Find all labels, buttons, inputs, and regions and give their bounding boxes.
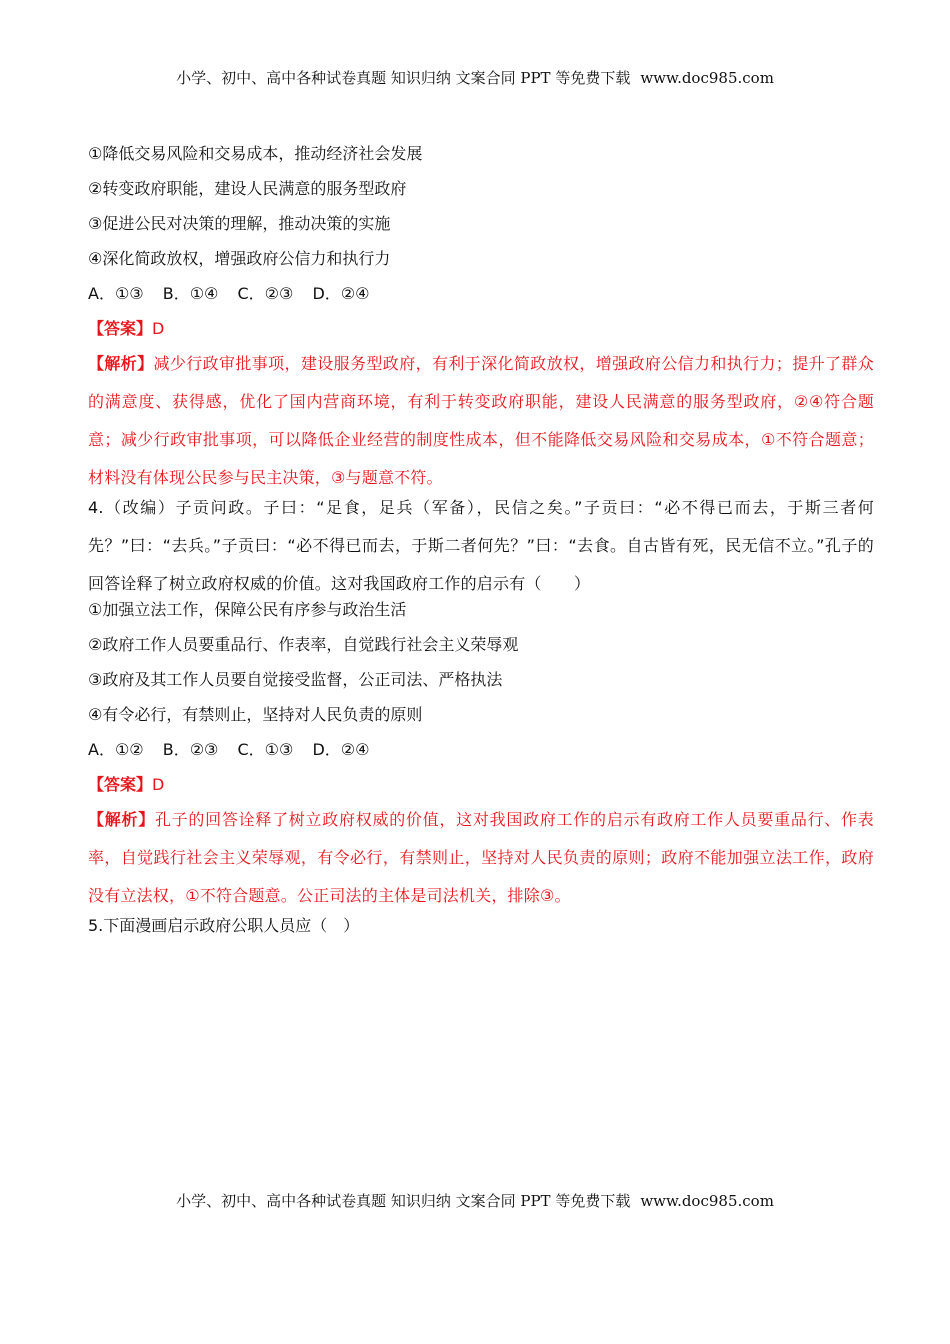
q4-analysis-text: 孔子的回答诠释了树立政府权威的价值，这对我国政府工作的启示有政府工作人员要重品行、作表率，自觉践行社会主义荣辱观，有令必行，有禁则止，坚持对人民负责的原则；政府不能加强立法工作，政府没有立法权，①不符合题意。公正司法的主体是司法机关，排除③。 — [88, 810, 874, 905]
q4-options — [88, 739, 874, 774]
q4-option-d: D．②④ — [312, 740, 370, 759]
q4-item-2: ②政府工作人员要重品行、作表率，自觉践行社会主义荣辱观 — [88, 635, 519, 654]
q3-analysis — [88, 345, 874, 497]
q4-analysis-tag: 【解析】 — [88, 810, 155, 829]
q3-option-c: C．②③ — [237, 284, 294, 303]
q4-answer-value: D — [152, 775, 165, 794]
q4-analysis — [88, 801, 874, 915]
header-text: 小学、初中、高中各种试卷真题 知识归纳 文案合同 PPT 等免费下载 — [176, 69, 631, 87]
q4-item-4: ④有令必行，有禁则止，坚持对人民负责的原则 — [88, 705, 423, 724]
q3-option-d: D．②④ — [312, 284, 370, 303]
q3-analysis-text: 减少行政审批事项，建设服务型政府，有利于深化简政放权，增强政府公信力和执行力；提升了群众的满意度、获得感，优化了国内营商环境，有利于转变政府职能，建设人民满意的服务型政府，②④符合题意；减少行政审批事项，可以降低企业经营的制度性成本，但不能降低交易风险和交易成本，①不符合题意；材料没有体现公民参与民主决策，③与题意不符。 — [88, 354, 874, 487]
page-header — [0, 67, 950, 88]
q3-answer-value: D — [152, 319, 165, 338]
q4-item-3: ③政府及其工作人员要自觉接受监督，公正司法、严格执法 — [88, 670, 503, 689]
q5-stem: 5.下面漫画启示政府公职人员应（ ） — [88, 916, 360, 935]
q4-answer-tag: 【答案】 — [88, 775, 153, 794]
q3-item-4: ④深化简政放权，增强政府公信力和执行力 — [88, 249, 391, 268]
q3-answer-tag: 【答案】 — [88, 319, 153, 338]
q3-option-b: B．①④ — [162, 284, 219, 303]
q4-option-c: C．①③ — [237, 740, 294, 759]
q4-option-b: B．②③ — [162, 740, 219, 759]
page-footer — [0, 1190, 950, 1211]
q3-item-2: ②转变政府职能，建设人民满意的服务型政府 — [88, 179, 407, 198]
q3-option-a: A．①③ — [88, 284, 144, 303]
q3-item-1: ①降低交易风险和交易成本，推动经济社会发展 — [88, 144, 423, 163]
footer-text: 小学、初中、高中各种试卷真题 知识归纳 文案合同 PPT 等免费下载 — [176, 1192, 631, 1210]
q4-item-1: ①加强立法工作，保障公民有序参与政治生活 — [88, 600, 407, 619]
q3-analysis-tag: 【解析】 — [88, 354, 154, 373]
footer-url[interactable]: www.doc985.com — [640, 1192, 774, 1210]
q4-stem: 4.（改编）子贡问政。子曰：“足食，足兵（军备），民信之矣。”子贡曰：“必不得已而去，于斯三者何先？”曰：“去兵。”子贡曰：“必不得已而去，于斯二者何先？”曰：“去食。自古皆有死，民无信不立。”孔子的回答诠释了树立政府权威的价值。这对我国政府工作的启示有（ ） — [88, 498, 874, 593]
q4-option-a: A．①② — [88, 740, 144, 759]
header-url[interactable]: www.doc985.com — [640, 69, 774, 87]
document-body — [88, 143, 874, 950]
q3-item-3: ③促进公民对决策的理解，推动决策的实施 — [88, 214, 391, 233]
q3-options — [88, 283, 874, 318]
